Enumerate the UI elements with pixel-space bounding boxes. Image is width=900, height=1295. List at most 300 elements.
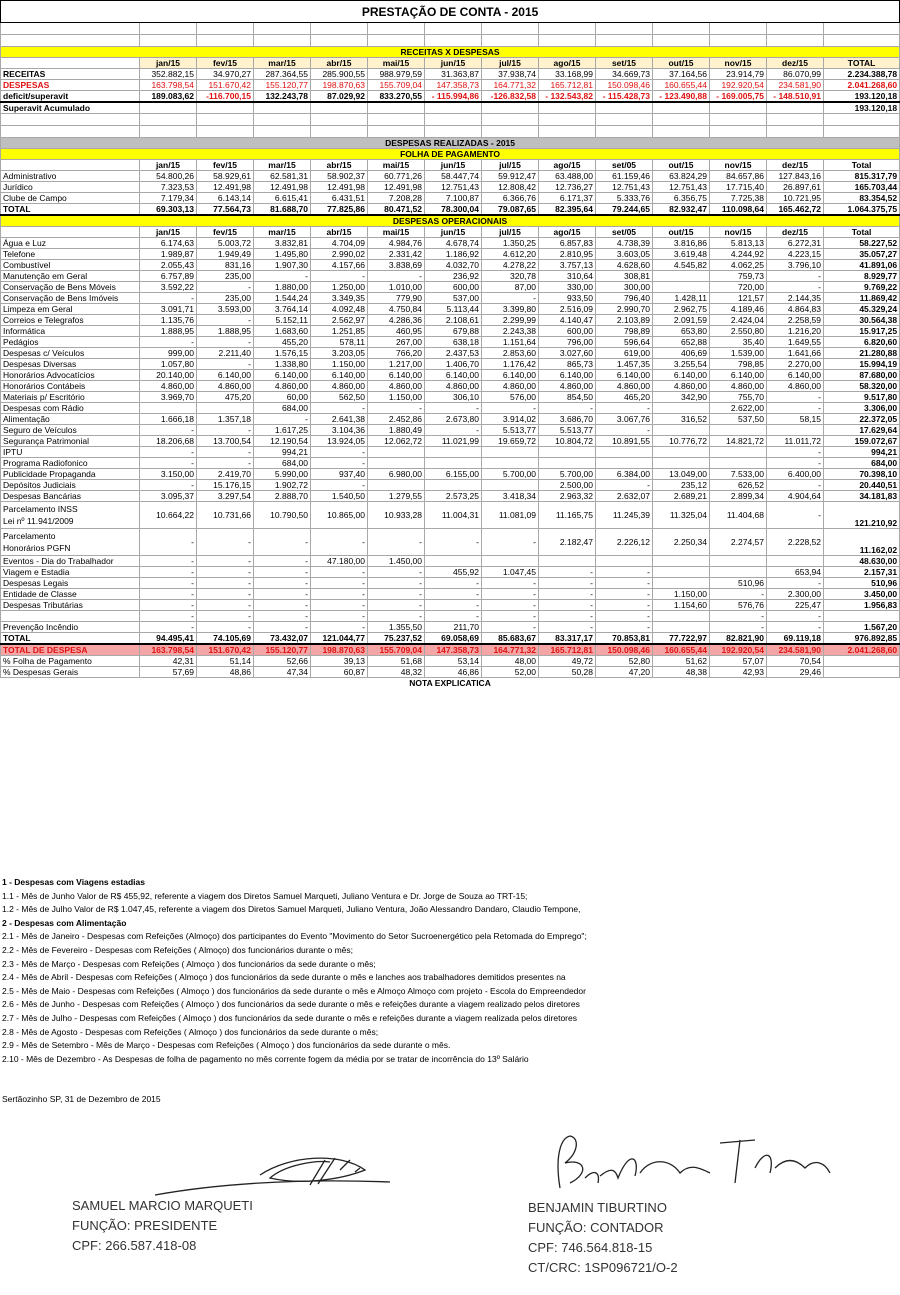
value-cell: -: [311, 600, 368, 611]
month-header: mar/15: [254, 58, 311, 69]
value-cell: -: [425, 611, 482, 622]
empty-cell: [197, 114, 254, 126]
signer-cpf: CPF: 266.587.418-08: [72, 1238, 197, 1253]
empty-cell: [539, 35, 596, 47]
folha-row: [1, 182, 900, 193]
month-header: nov/15: [710, 227, 767, 238]
value-cell: - 169.005,75: [710, 91, 767, 103]
row-total: 34.181,83: [824, 491, 900, 502]
empty-cell: [368, 126, 425, 138]
oper-row: [1, 337, 900, 348]
value-cell: -: [482, 589, 539, 600]
value-cell: 46,86: [425, 667, 482, 678]
row-total: 684,00: [824, 458, 900, 469]
empty-cell: [425, 35, 482, 47]
value-cell: -: [767, 403, 824, 414]
value-cell: 160.655,44: [653, 80, 710, 91]
value-cell: -126.832,58: [482, 91, 539, 103]
value-cell: [482, 447, 539, 458]
dr-header-row: [1, 138, 900, 149]
value-cell: 82.821,90: [710, 633, 767, 645]
value-cell: -: [596, 480, 653, 491]
value-cell: 2.437,53: [425, 348, 482, 359]
value-cell: 235,00: [197, 271, 254, 282]
value-cell: 110.098,64: [710, 204, 767, 216]
month-header: fev/15: [197, 160, 254, 171]
value-cell: -: [539, 567, 596, 578]
row-label: TOTAL: [1, 204, 140, 216]
value-cell: 653,94: [767, 567, 824, 578]
value-cell: 48,32: [368, 667, 425, 678]
empty-cell: [539, 126, 596, 138]
empty-cell: [311, 102, 368, 114]
value-cell: 3.150,00: [140, 469, 197, 480]
empty-cell: [140, 35, 197, 47]
month-header: mai/15: [368, 160, 425, 171]
value-cell: 1.151,64: [482, 337, 539, 348]
value-cell: 1.949,49: [197, 249, 254, 260]
value-cell: -: [311, 589, 368, 600]
value-cell: 58.902,37: [311, 171, 368, 182]
row-total: 9.769,22: [824, 282, 900, 293]
value-cell: -: [596, 622, 653, 633]
value-cell: 1.907,30: [254, 260, 311, 271]
value-cell: 70,54: [767, 656, 824, 667]
value-cell: 81.688,70: [254, 204, 311, 216]
value-cell: 189.083,62: [140, 91, 197, 103]
value-cell: 679,88: [425, 326, 482, 337]
value-cell: 2.300,00: [767, 589, 824, 600]
value-cell: -: [197, 359, 254, 370]
value-cell: -: [140, 425, 197, 436]
empty-cell: [311, 35, 368, 47]
oper-row: [1, 271, 900, 282]
acumulado-value: 193.120,18: [824, 102, 900, 114]
value-cell: -: [425, 403, 482, 414]
row-label-line: Parcelamento: [3, 531, 56, 541]
total-header: TOTAL: [824, 58, 900, 69]
value-cell: -: [311, 403, 368, 414]
value-cell: -: [254, 611, 311, 622]
value-cell: -: [197, 315, 254, 326]
folha-months-row: [1, 160, 900, 171]
value-cell: -: [197, 600, 254, 611]
value-cell: -: [539, 589, 596, 600]
empty-cell: [425, 114, 482, 126]
value-cell: -: [197, 556, 254, 567]
row-label: Honorários Advocatícios: [1, 370, 140, 381]
value-cell: -: [368, 403, 425, 414]
value-cell: 720,00: [710, 282, 767, 293]
row-total: 35.057,27: [824, 249, 900, 260]
value-cell: 6.140,00: [254, 370, 311, 381]
value-cell: 147.358,73: [425, 80, 482, 91]
month-header: jul/15: [482, 160, 539, 171]
value-cell: 1.495,80: [254, 249, 311, 260]
value-cell: 3.255,54: [653, 359, 710, 370]
value-cell: 12.491,98: [368, 182, 425, 193]
value-cell: 937,40: [311, 469, 368, 480]
value-cell: 235,12: [653, 480, 710, 491]
row-label: Prevenção Incêndio: [1, 622, 140, 633]
value-cell: 576,76: [710, 600, 767, 611]
empty-cell: [539, 102, 596, 114]
value-cell: 1.576,15: [254, 348, 311, 359]
month-header: mar/15: [254, 227, 311, 238]
value-cell: 13.700,54: [197, 436, 254, 447]
value-cell: 1.150,00: [653, 589, 710, 600]
value-cell: 4.860,00: [425, 381, 482, 392]
value-cell: 165.712,81: [539, 644, 596, 656]
value-cell: 198.870,63: [311, 644, 368, 656]
oper-row: [1, 425, 900, 436]
value-cell: 6.143,14: [197, 193, 254, 204]
value-cell: [596, 556, 653, 567]
deficit-row: [1, 91, 900, 103]
row-label: Limpeza em Geral: [1, 304, 140, 315]
value-cell: 4.062,25: [710, 260, 767, 271]
value-cell: 2.299,99: [482, 315, 539, 326]
value-cell: 2.331,42: [368, 249, 425, 260]
month-header: jul/15: [482, 227, 539, 238]
value-cell: 5.700,00: [539, 469, 596, 480]
value-cell: -: [140, 529, 197, 556]
empty-cell: [368, 23, 425, 35]
value-cell: 11.021,99: [425, 436, 482, 447]
value-cell: -: [197, 611, 254, 622]
empty-cell: [767, 126, 824, 138]
row-label: [1, 611, 140, 622]
empty-cell: [710, 102, 767, 114]
empty-cell: [311, 126, 368, 138]
value-cell: -: [425, 578, 482, 589]
oper-row: [1, 315, 900, 326]
row-total: 165.703,44: [824, 182, 900, 193]
value-cell: 10.721,95: [767, 193, 824, 204]
value-cell: - 115.428,73: [596, 91, 653, 103]
value-cell: 82.932,47: [653, 204, 710, 216]
value-cell: -: [596, 567, 653, 578]
row-total: 8.929,77: [824, 271, 900, 282]
value-cell: -: [368, 589, 425, 600]
value-cell: 80.471,52: [368, 204, 425, 216]
value-cell: 15.176,15: [197, 480, 254, 491]
value-cell: 1.666,18: [140, 414, 197, 425]
oper-row: [1, 458, 900, 469]
signer-name: BENJAMIN TIBURTINO: [528, 1200, 667, 1215]
value-cell: 51,68: [368, 656, 425, 667]
row-total: 1.064.375,75: [824, 204, 900, 216]
value-cell: 1.150,00: [311, 359, 368, 370]
value-cell: 2.990,70: [596, 304, 653, 315]
value-cell: 75.237,52: [368, 633, 425, 645]
row-label: TOTAL: [1, 633, 140, 645]
value-cell: 2.550,80: [710, 326, 767, 337]
value-cell: -: [539, 578, 596, 589]
rx-months-row: [1, 58, 900, 69]
value-cell: 755,70: [710, 392, 767, 403]
row-total: 17.629,64: [824, 425, 900, 436]
value-cell: 4.860,00: [596, 381, 653, 392]
oper-header-row: [1, 215, 900, 227]
value-cell: 3.297,54: [197, 491, 254, 502]
value-cell: 3.603,05: [596, 249, 653, 260]
value-cell: 3.764,14: [254, 304, 311, 315]
value-cell: [767, 425, 824, 436]
value-cell: 74.105,69: [197, 633, 254, 645]
title-row: [1, 1, 900, 23]
empty-cell: [539, 114, 596, 126]
value-cell: 7.725,38: [710, 193, 767, 204]
value-cell: 1.154,60: [653, 600, 710, 611]
value-cell: 10.664,22: [140, 502, 197, 529]
value-cell: -: [140, 337, 197, 348]
value-cell: 600,00: [539, 326, 596, 337]
value-cell: 4.189,46: [710, 304, 767, 315]
value-cell: 287.364,55: [254, 69, 311, 80]
value-cell: 11.004,31: [425, 502, 482, 529]
value-cell: 3.067,76: [596, 414, 653, 425]
row-total: 159.072,67: [824, 436, 900, 447]
value-cell: -: [710, 622, 767, 633]
value-cell: 1.355,50: [368, 622, 425, 633]
month-header: jan/15: [140, 160, 197, 171]
value-cell: -: [482, 611, 539, 622]
value-cell: 17.715,40: [710, 182, 767, 193]
value-cell: 4.864,83: [767, 304, 824, 315]
value-cell: [653, 458, 710, 469]
oper-row: [1, 578, 900, 589]
value-cell: 4.860,00: [140, 381, 197, 392]
value-cell: -: [140, 293, 197, 304]
empty-cell: [425, 126, 482, 138]
spacer-row: [1, 114, 900, 126]
empty-cell: [482, 35, 539, 47]
value-cell: 61.159,46: [596, 171, 653, 182]
row-total: 48.630,00: [824, 556, 900, 567]
spacer-row: [1, 35, 900, 47]
value-cell: 1.010,00: [368, 282, 425, 293]
empty-cell: [539, 23, 596, 35]
value-cell: 994,21: [254, 447, 311, 458]
value-cell: 49,72: [539, 656, 596, 667]
value-cell: 2.641,38: [311, 414, 368, 425]
signer-role: FUNÇÃO: CONTADOR: [528, 1220, 664, 1235]
value-cell: -: [140, 622, 197, 633]
value-cell: 7.208,28: [368, 193, 425, 204]
value-cell: 3.914,02: [482, 414, 539, 425]
value-cell: -: [767, 458, 824, 469]
value-cell: 3.399,80: [482, 304, 539, 315]
value-cell: 6.140,00: [710, 370, 767, 381]
value-cell: 1.880,49: [368, 425, 425, 436]
value-cell: -: [368, 271, 425, 282]
row-total: 994,21: [824, 447, 900, 458]
value-cell: 7.533,00: [710, 469, 767, 480]
month-header: jun/15: [425, 160, 482, 171]
value-cell: -: [197, 447, 254, 458]
value-cell: 3.816,86: [653, 238, 710, 249]
value-cell: [425, 556, 482, 567]
value-cell: 684,00: [254, 458, 311, 469]
value-cell: 69.119,18: [767, 633, 824, 645]
value-cell: 4.140,47: [539, 315, 596, 326]
value-cell: 2.226,12: [596, 529, 653, 556]
row-total: 121.210,92: [824, 502, 900, 529]
empty-cell: [596, 102, 653, 114]
row-label: [1, 227, 140, 238]
value-cell: -: [368, 529, 425, 556]
value-cell: 11.404,68: [710, 502, 767, 529]
value-cell: 164.771,32: [482, 644, 539, 656]
value-cell: -: [425, 425, 482, 436]
value-cell: 999,00: [140, 348, 197, 359]
value-cell: 576,00: [482, 392, 539, 403]
value-cell: - 123.490,88: [653, 91, 710, 103]
row-label: [1, 160, 140, 171]
empty-cell: [140, 114, 197, 126]
value-cell: 77.825,86: [311, 204, 368, 216]
value-cell: 147.358,73: [425, 644, 482, 656]
value-cell: -: [254, 622, 311, 633]
empty-cell: [140, 126, 197, 138]
value-cell: 285.900,55: [311, 69, 368, 80]
value-cell: 1.250,00: [311, 282, 368, 293]
month-header: out/15: [653, 227, 710, 238]
value-cell: 4.860,00: [482, 381, 539, 392]
month-header: set/05: [596, 227, 653, 238]
value-cell: - 115.994,86: [425, 91, 482, 103]
page-title: PRESTAÇÃO DE CONTA - 2015: [1, 1, 900, 23]
empty-cell: [425, 102, 482, 114]
value-cell: 2.274,57: [710, 529, 767, 556]
value-cell: 5.003,72: [197, 238, 254, 249]
place-date: Sertãozinho SP, 31 de Dezembro de 2015: [2, 1094, 161, 1105]
value-cell: 163.798,54: [140, 80, 197, 91]
value-cell: 2.990,02: [311, 249, 368, 260]
value-cell: 7.100,87: [425, 193, 482, 204]
value-cell: 225,47: [767, 600, 824, 611]
value-cell: 2.250,34: [653, 529, 710, 556]
value-cell: 5.813,13: [710, 238, 767, 249]
value-cell: 6.140,00: [767, 370, 824, 381]
value-cell: 4.860,00: [254, 381, 311, 392]
row-label-line: Parcelamento INSS: [3, 504, 78, 514]
value-cell: [482, 480, 539, 491]
value-cell: 47,20: [596, 667, 653, 678]
rx-header-row: [1, 47, 900, 58]
row-label: Despesas Bancárias: [1, 491, 140, 502]
value-cell: 52,80: [596, 656, 653, 667]
value-cell: -: [197, 589, 254, 600]
value-cell: 796,40: [596, 293, 653, 304]
despesas-row: [1, 80, 900, 91]
value-cell: 19.659,72: [482, 436, 539, 447]
value-cell: 5.700,00: [482, 469, 539, 480]
note-line: 1.1 - Mês de Junho Valor de R$ 455,92, referente a viagem dos Diretos Samuel Marqueti, Juliano Ventura e Dr. Jorge de Souza ao TRT-15;: [2, 890, 528, 901]
value-cell: 3.027,60: [539, 348, 596, 359]
value-cell: 1.450,00: [368, 556, 425, 567]
row-total: 510,96: [824, 578, 900, 589]
value-cell: -: [140, 611, 197, 622]
value-cell: 1.186,92: [425, 249, 482, 260]
oper-row: [1, 589, 900, 600]
value-cell: 6.356,75: [653, 193, 710, 204]
row-label: Superavit Acumulado: [1, 102, 140, 114]
value-cell: 53,14: [425, 656, 482, 667]
value-cell: 94.495,41: [140, 633, 197, 645]
value-cell: 1.357,18: [197, 414, 254, 425]
value-cell: 1.406,70: [425, 359, 482, 370]
value-cell: 6.431,51: [311, 193, 368, 204]
month-header: jan/15: [140, 58, 197, 69]
value-cell: 150.098,46: [596, 644, 653, 656]
value-cell: 3.686,70: [539, 414, 596, 425]
row-label: Depósitos Judiciais: [1, 480, 140, 491]
empty-cell: [653, 102, 710, 114]
value-cell: -: [482, 403, 539, 414]
value-cell: -: [710, 611, 767, 622]
signature-right-scribble: [540, 1128, 840, 1198]
value-cell: -: [539, 600, 596, 611]
value-cell: [596, 458, 653, 469]
value-cell: 1.649,55: [767, 337, 824, 348]
value-cell: 1.216,20: [767, 326, 824, 337]
row-total: 20.440,51: [824, 480, 900, 491]
value-cell: 4.860,00: [311, 381, 368, 392]
value-cell: 5.513,77: [482, 425, 539, 436]
oper-row: [1, 359, 900, 370]
signer-role: FUNÇÃO: PRESIDENTE: [72, 1218, 218, 1233]
oper-row: [1, 370, 900, 381]
value-cell: 3.757,13: [539, 260, 596, 271]
month-header: set/15: [596, 58, 653, 69]
value-cell: 48,86: [197, 667, 254, 678]
value-cell: 26.897,61: [767, 182, 824, 193]
value-cell: 13.924,05: [311, 436, 368, 447]
value-cell: 34.669,73: [596, 69, 653, 80]
empty-cell: [311, 114, 368, 126]
value-cell: -: [425, 589, 482, 600]
value-cell: -: [140, 600, 197, 611]
value-cell: 2.091,59: [653, 315, 710, 326]
value-cell: [425, 480, 482, 491]
value-cell: 63.824,29: [653, 171, 710, 182]
value-cell: 1.150,00: [368, 392, 425, 403]
empty-cell: [824, 23, 900, 35]
value-cell: 6.140,00: [197, 370, 254, 381]
value-cell: 3.104,36: [311, 425, 368, 436]
value-cell: 1.279,55: [368, 491, 425, 502]
row-total: 2.041.268,60: [824, 80, 900, 91]
value-cell: 4.860,00: [767, 381, 824, 392]
value-cell: -116.700,15: [197, 91, 254, 103]
value-cell: 151.670,42: [197, 80, 254, 91]
empty-cell: [368, 114, 425, 126]
value-cell: -: [254, 414, 311, 425]
row-label: Publicidade Propaganda: [1, 469, 140, 480]
value-cell: -: [140, 578, 197, 589]
value-cell: 1.135,76: [140, 315, 197, 326]
value-cell: -: [197, 529, 254, 556]
value-cell: 11.245,39: [596, 502, 653, 529]
value-cell: -: [767, 502, 824, 529]
value-cell: 1.457,35: [596, 359, 653, 370]
note-line: 1.2 - Mês de Julho Valor de R$ 1.047,45, referente a viagem dos Diretos Samuel Marqueti, Juliano Ventura, João Alessandro Dandaro, Claudio Tempone,: [2, 904, 581, 915]
value-cell: 60.771,26: [368, 171, 425, 182]
value-cell: 4.904,64: [767, 491, 824, 502]
value-cell: 3.592,22: [140, 282, 197, 293]
